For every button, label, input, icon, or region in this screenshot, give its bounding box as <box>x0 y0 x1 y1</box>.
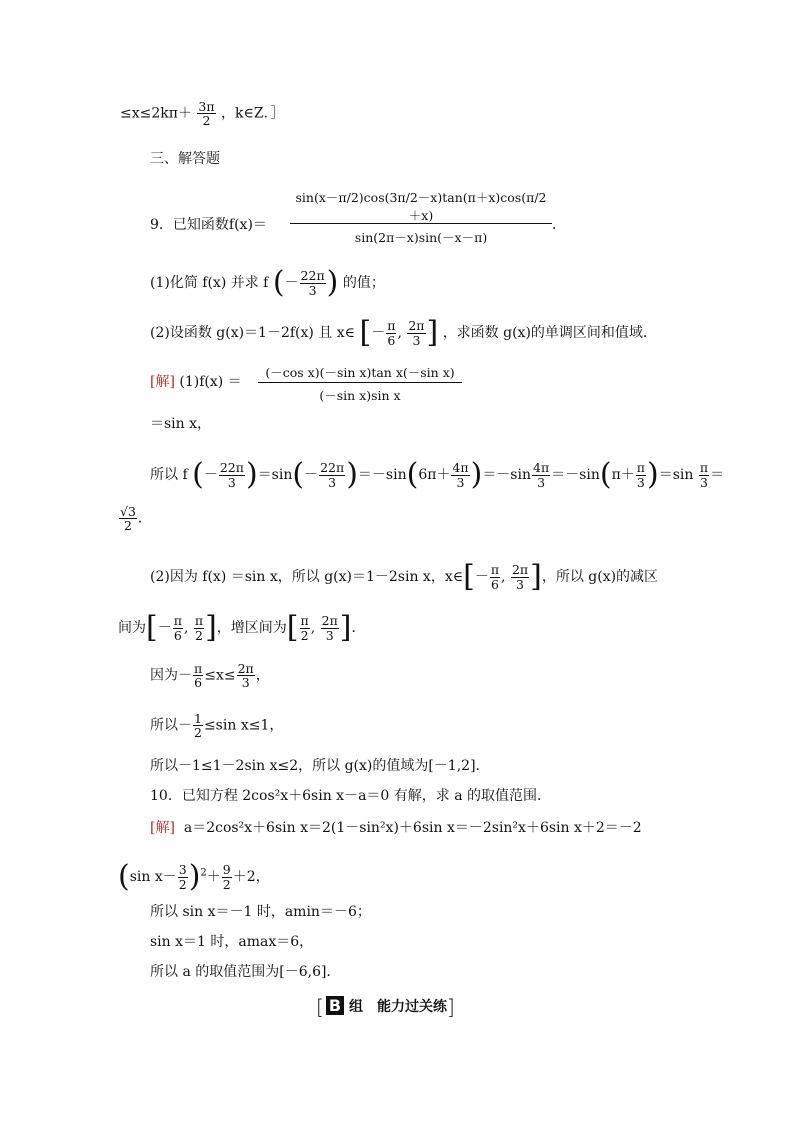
text: ≤x≤ <box>204 667 236 684</box>
frac-num: π <box>194 661 203 676</box>
text: ≤sin x≤1， <box>203 717 284 734</box>
section-heading: 三、解答题 <box>150 151 220 167</box>
frac-den: 2 <box>178 876 187 892</box>
q9-numerator: sin(x－π/2)cos(3π/2－x)tan(π＋x)cos(π/2＋x) <box>295 190 547 223</box>
frac-den: 2 <box>194 725 202 741</box>
fraction <box>300 269 326 296</box>
part1-text: (1)化简 f(x) 并求 f <box>150 275 269 291</box>
frac-num: π <box>173 613 182 629</box>
text: 因为－ <box>150 667 192 684</box>
rest-text: ，k∈Z．］ <box>221 105 285 122</box>
frac-den: 2 <box>300 627 309 643</box>
text: ． <box>351 620 366 636</box>
fraction <box>178 863 188 890</box>
group-label: 组 能力过关练 <box>349 999 448 1015</box>
paren-open: ( <box>118 859 130 894</box>
sol10-line3: 所以 sin x＝－1 时，amin＝－6； <box>150 904 371 920</box>
paren-close: ) <box>346 457 358 492</box>
paren-close: ) <box>326 265 339 300</box>
frac-den: 2 <box>222 876 231 892</box>
sqrt3: √3 <box>120 504 136 519</box>
frac-num: π <box>490 562 500 578</box>
bracket-open: [ <box>316 995 324 1019</box>
frac-num: 4π <box>452 460 469 476</box>
bracket-close: ] <box>339 610 352 645</box>
paren-open: ( <box>406 457 419 492</box>
fraction <box>532 461 550 488</box>
fraction <box>219 461 245 488</box>
text: ，增区间为 <box>216 620 287 636</box>
q9-fraction-bar <box>290 223 552 224</box>
fraction <box>321 614 339 641</box>
frac-den: 6 <box>173 627 182 643</box>
frac-den: 3 <box>407 333 425 347</box>
paren-open: ( <box>192 457 204 492</box>
text: ＝sin <box>658 467 694 483</box>
sol9-line9: 所以－1≤1－2sin x≤2，所以 g(x)的值域为[－1,2]． <box>150 758 490 774</box>
sol9-line5: (2)因为 f(x) ＝sin x，所以 g(x)＝1－2sin x，x∈[－ $\frac{\pi}{6}$ , $\frac{2\pi}{3}$ ]，所以 g(x)的减区 <box>150 559 659 594</box>
frac-num: 3 <box>178 862 187 878</box>
text: ＝－sin <box>357 467 407 483</box>
bracket-close: ] <box>205 610 217 645</box>
fraction <box>636 461 646 488</box>
text: ＝sin <box>257 467 293 483</box>
frac-num: 9 <box>222 862 231 878</box>
frac-num: 2π <box>321 613 338 629</box>
sol10-line2: (sin x－ $\frac{3}{2}$ )$^2$＋ $\frac{9}{2}$ ＋2， <box>118 859 270 894</box>
text: 所以－ <box>150 717 192 734</box>
frac-den: 6 <box>194 675 203 691</box>
fraction <box>237 662 255 689</box>
frac-den: 2 <box>119 518 137 532</box>
frac-den: 3 <box>319 475 345 489</box>
exponent: 2 <box>200 867 207 879</box>
frac-num: 3π <box>198 99 215 114</box>
text: (2)因为 f(x) ＝sin x，所以 g(x)＝1－2sin x，x∈ <box>150 569 464 585</box>
frac-num: 2π <box>511 562 529 578</box>
frac-den: 2 <box>194 627 203 643</box>
fraction <box>193 712 203 739</box>
fraction <box>193 662 203 689</box>
inequality-text: ≤x≤2kπ＋ <box>120 105 192 122</box>
continuation-line <box>120 100 285 127</box>
text: ＝ <box>710 467 725 483</box>
fraction <box>511 563 529 590</box>
fraction <box>699 461 709 488</box>
frac-den: 3 <box>237 675 255 689</box>
fraction <box>407 319 425 346</box>
sol9-line1 <box>150 372 242 392</box>
bracket-close: ] <box>426 315 439 350</box>
text: a＝2cos²x＋6sin x＝2(1－sin²x)＋6sin x＝－2sin²x＋6sin x＋2＝－2 <box>183 820 642 836</box>
text: ，所以 g(x)的减区 <box>541 569 659 585</box>
sol9-line6: 间为[－ $\frac{\pi}{6}$ , $\frac{\pi}{2}$ ]，增区间为[ $\frac{\pi}{2}$ , $\frac{2\pi}{3}$ ]． <box>118 610 366 645</box>
solution-tag: [解] <box>150 820 175 836</box>
frac-num: π <box>194 613 204 629</box>
text: 所以 f <box>150 467 188 483</box>
frac-den: 3 <box>511 577 529 591</box>
frac-num: 22π <box>320 460 345 476</box>
sol9-label: (1)f(x) ＝ <box>179 374 242 390</box>
frac-den: 3 <box>636 474 645 490</box>
fraction <box>119 505 137 532</box>
bracket-close: ] <box>530 559 542 594</box>
frac-num: 22π <box>219 460 244 476</box>
q10-text: 10．已知方程 2cos²x＋6sin x－a＝0 有解，求 a 的取值范围． <box>150 788 552 804</box>
frac-den: 3 <box>451 475 469 489</box>
paren-close: ) <box>647 457 659 492</box>
paren-open: ( <box>272 265 285 300</box>
sol9-line7 <box>150 662 270 689</box>
fraction <box>197 100 215 127</box>
frac-num: π <box>387 318 396 334</box>
bracket-open: [ <box>286 610 299 645</box>
bracket-open: [ <box>359 315 372 350</box>
sol10-line4: sin x＝1 时，amax＝6， <box>150 934 314 950</box>
bracket-open: [ <box>146 610 158 645</box>
fraction <box>194 614 204 641</box>
frac-num: 22π <box>300 268 325 284</box>
fraction <box>386 319 396 346</box>
frac-num: 1 <box>194 711 202 726</box>
frac-num: 2π <box>237 661 254 676</box>
frac-den: 3 <box>321 628 339 642</box>
text: ＝－sin <box>482 467 531 483</box>
sol9-fraction-bar <box>258 382 462 383</box>
frac-den: 3 <box>532 475 550 489</box>
frac-den: 3 <box>699 474 708 490</box>
sol9-line8 <box>150 712 283 739</box>
text: 间为 <box>118 620 146 636</box>
group-letter: B <box>326 996 344 1015</box>
part2-text: (2)设函数 g(x)＝1－2f(x) 且 x∈ <box>150 325 356 341</box>
sol9-line4 <box>118 505 152 532</box>
group-b-heading <box>316 995 455 1019</box>
frac-den: 3 <box>300 283 326 297</box>
fraction <box>173 614 183 641</box>
frac-den: 6 <box>490 576 499 592</box>
text: ＋2， <box>232 869 270 885</box>
bracket-open: [ <box>463 559 475 594</box>
sol10-line5: 所以 a 的取值范围为[－6,6]． <box>150 964 341 980</box>
fraction <box>319 461 345 488</box>
text: ＝－sin <box>551 467 600 483</box>
frac-num: 2π <box>408 318 425 334</box>
fraction <box>300 614 310 641</box>
bracket-close: ] <box>447 995 455 1019</box>
paren-close: ) <box>188 859 201 894</box>
text: sin x－ <box>129 869 177 885</box>
solution-tag: [解] <box>150 374 175 390</box>
sol10-line1 <box>150 818 642 838</box>
sol9-line3: 所以 f (－ $\frac{22\pi}{3}$ )＝sin(－ $\frac{22\pi}{3}$ )＝－sin(6π＋ $\frac{4\pi}{3}$ )＝－sin $\frac{4\pi}{3}$ ＝－sin(π＋ $\frac{\pi}{3}$ )＝sin $\frac{\pi}{3}$ ＝ <box>150 457 725 492</box>
text: ， <box>255 667 270 684</box>
paren-open: ( <box>292 457 305 492</box>
frac-den: 2 <box>197 113 215 127</box>
part1-end: 的值； <box>342 275 385 291</box>
frac-num: π <box>699 460 709 476</box>
paren-open: ( <box>599 457 612 492</box>
frac-num: 4π <box>533 460 550 476</box>
sol9-denominator: (－sin x)sin x <box>319 388 401 403</box>
q9-number: 9．已知函数f(x)＝ <box>150 217 267 233</box>
frac-num: π <box>636 460 645 476</box>
frac-den: 6 <box>387 332 396 348</box>
fraction <box>222 863 232 890</box>
frac-den: 3 <box>219 475 245 489</box>
sol9-numerator: (－cos x)(－sin x)tan x(－sin x) <box>265 365 455 380</box>
text: ． <box>137 510 152 527</box>
frac-num: π <box>300 613 309 629</box>
q9-part1: (1)化简 f(x) 并求 f (－ $\frac{22\pi}{3}$ ) 的值； <box>150 265 385 300</box>
q9-part2: (2)设函数 g(x)＝1－2f(x) 且 x∈ [－ $\frac{\pi}{6}$ , $\frac{2\pi}{3}$ ] ，求函数 g(x)的单调区间和值域． <box>150 315 657 350</box>
q9-denominator: sin(2π－x)sin(－x－π) <box>354 230 488 245</box>
sol9-line2: ＝sin x， <box>150 416 212 432</box>
paren-close: ) <box>470 457 483 492</box>
fraction <box>451 461 469 488</box>
q9-end: ． <box>552 217 566 233</box>
fraction <box>490 563 500 590</box>
paren-close: ) <box>245 457 258 492</box>
part2-end: ，求函数 g(x)的单调区间和值域． <box>442 325 657 341</box>
